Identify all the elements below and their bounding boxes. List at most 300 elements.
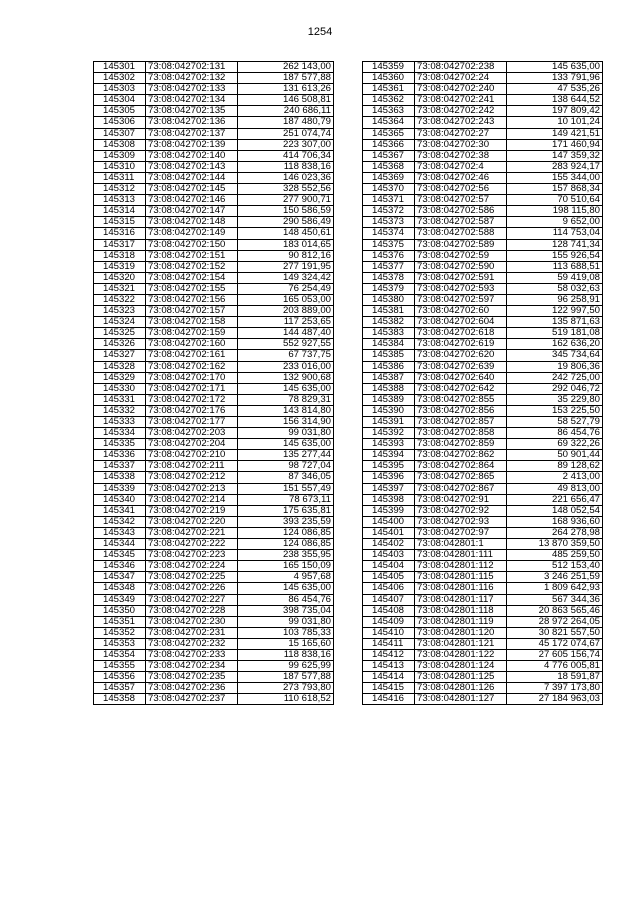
row-number: 145346 <box>94 561 146 572</box>
cadastral-value: 90 812,16 <box>238 250 334 261</box>
page-number: 1254 <box>307 26 333 38</box>
cadastral-value: 27 184 963,03 <box>507 694 603 705</box>
cadastral-value: 147 359,32 <box>507 150 603 161</box>
cadastral-table-right <box>362 61 603 705</box>
row-number: 145327 <box>94 350 146 361</box>
cadastral-value: 78 829,31 <box>238 394 334 405</box>
cadastral-value: 98 727,04 <box>238 461 334 472</box>
cadastral-value: 233 016,00 <box>238 361 334 372</box>
row-number: 145414 <box>363 672 415 683</box>
row-number: 145388 <box>363 383 415 394</box>
cadastral-number: 73:08:042702:149 <box>146 228 238 239</box>
table-row <box>363 239 603 250</box>
row-number: 145334 <box>94 428 146 439</box>
cadastral-number: 73:08:042702:159 <box>146 328 238 339</box>
cadastral-value: 103 785,33 <box>238 627 334 638</box>
table-row <box>363 417 603 428</box>
row-number: 145390 <box>363 405 415 416</box>
cadastral-value: 87 346,05 <box>238 472 334 483</box>
cadastral-number: 73:08:042702:219 <box>146 505 238 516</box>
cadastral-number: 73:08:042702:224 <box>146 561 238 572</box>
row-number: 145308 <box>94 139 146 150</box>
table-row <box>94 328 334 339</box>
table-row <box>363 139 603 150</box>
cadastral-value: 519 181,08 <box>507 328 603 339</box>
cadastral-number: 73:08:042702:151 <box>146 250 238 261</box>
cadastral-value: 283 924,17 <box>507 161 603 172</box>
cadastral-value: 148 052,54 <box>507 505 603 516</box>
cadastral-number: 73:08:042801:119 <box>415 616 507 627</box>
table-row <box>363 661 603 672</box>
row-number: 145399 <box>363 505 415 516</box>
cadastral-number: 73:08:042702:865 <box>415 472 507 483</box>
row-number: 145358 <box>94 694 146 705</box>
row-number: 145320 <box>94 272 146 283</box>
table-row <box>94 317 334 328</box>
table-row <box>94 62 334 73</box>
table-row <box>94 627 334 638</box>
cadastral-value: 58 032,63 <box>507 283 603 294</box>
table-row <box>94 261 334 272</box>
cadastral-value: 18 591,87 <box>507 672 603 683</box>
cadastral-number: 73:08:042702:228 <box>146 605 238 616</box>
cadastral-number: 73:08:042702:586 <box>415 206 507 217</box>
cadastral-number: 73:08:042702:139 <box>146 139 238 150</box>
cadastral-number: 73:08:042702:177 <box>146 417 238 428</box>
cadastral-value: 133 791,96 <box>507 73 603 84</box>
row-number: 145343 <box>94 527 146 538</box>
cadastral-number: 73:08:042702:233 <box>146 649 238 660</box>
cadastral-value: 135 871,63 <box>507 317 603 328</box>
table-row <box>363 605 603 616</box>
row-number: 145384 <box>363 339 415 350</box>
row-number: 145389 <box>363 394 415 405</box>
cadastral-number: 73:08:042702:148 <box>146 217 238 228</box>
row-number: 145366 <box>363 139 415 150</box>
cadastral-value: 67 737,75 <box>238 350 334 361</box>
cadastral-number: 73:08:042702:590 <box>415 261 507 272</box>
cadastral-value: 86 454,76 <box>238 594 334 605</box>
cadastral-value: 146 023,36 <box>238 172 334 183</box>
cadastral-number: 73:08:042702:152 <box>146 261 238 272</box>
cadastral-value: 122 997,50 <box>507 306 603 317</box>
table-row <box>94 405 334 416</box>
cadastral-number: 73:08:042702:858 <box>415 428 507 439</box>
row-number: 145397 <box>363 483 415 494</box>
table-row <box>363 250 603 261</box>
cadastral-number: 73:08:042801:120 <box>415 627 507 638</box>
cadastral-number: 73:08:042702:134 <box>146 95 238 106</box>
cadastral-number: 73:08:042702:597 <box>415 294 507 305</box>
row-number: 145394 <box>363 450 415 461</box>
cadastral-number: 73:08:042702:157 <box>146 306 238 317</box>
cadastral-value: 240 686,11 <box>238 106 334 117</box>
row-number: 145342 <box>94 516 146 527</box>
table-row <box>94 605 334 616</box>
cadastral-value: 145 635,00 <box>507 62 603 73</box>
cadastral-number: 73:08:042801:125 <box>415 672 507 683</box>
row-number: 145396 <box>363 472 415 483</box>
cadastral-number: 73:08:042702:604 <box>415 317 507 328</box>
row-number: 145385 <box>363 350 415 361</box>
row-number: 145362 <box>363 95 415 106</box>
table-row <box>94 117 334 128</box>
row-number: 145302 <box>94 73 146 84</box>
row-number: 145405 <box>363 572 415 583</box>
cadastral-number: 73:08:042702:234 <box>146 661 238 672</box>
table-row <box>363 649 603 660</box>
row-number: 145317 <box>94 239 146 250</box>
table-row <box>363 195 603 206</box>
cadastral-number: 73:08:042702:146 <box>146 195 238 206</box>
row-number: 145402 <box>363 539 415 550</box>
cadastral-number: 73:08:042702:158 <box>146 317 238 328</box>
cadastral-number: 73:08:042702:232 <box>146 638 238 649</box>
row-number: 145370 <box>363 184 415 195</box>
cadastral-value: 203 889,00 <box>238 306 334 317</box>
table-row <box>94 550 334 561</box>
cadastral-number: 73:08:042702:221 <box>146 527 238 538</box>
row-number: 145374 <box>363 228 415 239</box>
row-number: 145344 <box>94 539 146 550</box>
cadastral-number: 73:08:042801:121 <box>415 638 507 649</box>
cadastral-value: 110 618,52 <box>238 694 334 705</box>
row-number: 145310 <box>94 161 146 172</box>
table-row <box>363 505 603 516</box>
cadastral-value: 35 229,80 <box>507 394 603 405</box>
cadastral-number: 73:08:042702:135 <box>146 106 238 117</box>
cadastral-value: 165 150,09 <box>238 561 334 572</box>
cadastral-value: 292 046,72 <box>507 383 603 394</box>
cadastral-value: 156 314,90 <box>238 417 334 428</box>
cadastral-number: 73:08:042702:243 <box>415 117 507 128</box>
table-row <box>94 472 334 483</box>
cadastral-number: 73:08:042702:30 <box>415 139 507 150</box>
table-row <box>94 539 334 550</box>
table-row <box>363 439 603 450</box>
cadastral-value: 13 870 359,50 <box>507 539 603 550</box>
cadastral-value: 1 809 642,93 <box>507 583 603 594</box>
table-row <box>94 394 334 405</box>
row-number: 145347 <box>94 572 146 583</box>
cadastral-number: 73:08:042702:856 <box>415 405 507 416</box>
table-row <box>94 95 334 106</box>
row-number: 145311 <box>94 172 146 183</box>
table-row <box>363 294 603 305</box>
cadastral-value: 135 277,44 <box>238 450 334 461</box>
row-number: 145413 <box>363 661 415 672</box>
cadastral-number: 73:08:042702:132 <box>146 73 238 84</box>
cadastral-value: 138 644,52 <box>507 95 603 106</box>
table-row <box>363 527 603 538</box>
cadastral-number: 73:08:042702:140 <box>146 150 238 161</box>
cadastral-number: 73:08:042702:60 <box>415 306 507 317</box>
cadastral-value: 148 450,61 <box>238 228 334 239</box>
cadastral-number: 73:08:042702:235 <box>146 672 238 683</box>
table-row <box>94 561 334 572</box>
table-row <box>94 450 334 461</box>
cadastral-number: 73:08:042702:38 <box>415 150 507 161</box>
cadastral-number: 73:08:042702:160 <box>146 339 238 350</box>
cadastral-number: 73:08:042702:57 <box>415 195 507 206</box>
row-number: 145348 <box>94 583 146 594</box>
cadastral-value: 128 741,34 <box>507 239 603 250</box>
cadastral-number: 73:08:042702:619 <box>415 339 507 350</box>
cadastral-number: 73:08:042702:170 <box>146 372 238 383</box>
table-row <box>363 361 603 372</box>
cadastral-value: 145 635,00 <box>238 439 334 450</box>
table-row <box>94 283 334 294</box>
row-number: 145352 <box>94 627 146 638</box>
row-number: 145403 <box>363 550 415 561</box>
row-number: 145381 <box>363 306 415 317</box>
cadastral-value: 4 776 005,81 <box>507 661 603 672</box>
cadastral-number: 73:08:042702:137 <box>146 128 238 139</box>
table-row <box>94 106 334 117</box>
cadastral-number: 73:08:042702:223 <box>146 550 238 561</box>
table-row <box>363 683 603 694</box>
cadastral-number: 73:08:042801:1 <box>415 539 507 550</box>
cadastral-value: 168 936,60 <box>507 516 603 527</box>
table-row <box>94 150 334 161</box>
cadastral-number: 73:08:042702:589 <box>415 239 507 250</box>
cadastral-value: 4 957,68 <box>238 572 334 583</box>
row-number: 145406 <box>363 583 415 594</box>
row-number: 145367 <box>363 150 415 161</box>
cadastral-value: 552 927,55 <box>238 339 334 350</box>
cadastral-number: 73:08:042702:222 <box>146 539 238 550</box>
table-row <box>94 527 334 538</box>
cadastral-number: 73:08:042702:225 <box>146 572 238 583</box>
table-row <box>94 594 334 605</box>
cadastral-value: 157 868,34 <box>507 184 603 195</box>
table-row <box>363 583 603 594</box>
cadastral-value: 198 115,80 <box>507 206 603 217</box>
row-number: 145341 <box>94 505 146 516</box>
cadastral-number: 73:08:042702:155 <box>146 283 238 294</box>
cadastral-number: 73:08:042702:144 <box>146 172 238 183</box>
row-number: 145371 <box>363 195 415 206</box>
cadastral-number: 73:08:042702:93 <box>415 516 507 527</box>
table-row <box>94 516 334 527</box>
cadastral-number: 73:08:042702:237 <box>146 694 238 705</box>
table-row <box>363 383 603 394</box>
row-number: 145379 <box>363 283 415 294</box>
cadastral-value: 187 577,88 <box>238 73 334 84</box>
cadastral-value: 20 863 565,46 <box>507 605 603 616</box>
row-number: 145357 <box>94 683 146 694</box>
cadastral-number: 73:08:042702:161 <box>146 350 238 361</box>
row-number: 145386 <box>363 361 415 372</box>
table-row <box>363 494 603 505</box>
row-number: 145392 <box>363 428 415 439</box>
cadastral-number: 73:08:042702:618 <box>415 328 507 339</box>
cadastral-value: 153 225,50 <box>507 405 603 416</box>
cadastral-number: 73:08:042702:857 <box>415 417 507 428</box>
cadastral-value: 124 086,85 <box>238 527 334 538</box>
table-row <box>363 394 603 405</box>
cadastral-value: 3 246 251,59 <box>507 572 603 583</box>
table-row <box>363 73 603 84</box>
cadastral-number: 73:08:042801:116 <box>415 583 507 594</box>
cadastral-value: 118 838,16 <box>238 649 334 660</box>
table-row <box>363 594 603 605</box>
table-row <box>94 672 334 683</box>
row-number: 145380 <box>363 294 415 305</box>
table-row <box>363 539 603 550</box>
cadastral-value: 145 635,00 <box>238 383 334 394</box>
table-row <box>94 572 334 583</box>
cadastral-number: 73:08:042702:133 <box>146 84 238 95</box>
cadastral-number: 73:08:042702:131 <box>146 62 238 73</box>
row-number: 145351 <box>94 616 146 627</box>
table-row <box>94 339 334 350</box>
table-row <box>363 328 603 339</box>
table-row <box>363 627 603 638</box>
table-row <box>94 417 334 428</box>
cadastral-value: 328 552,56 <box>238 184 334 195</box>
row-number: 145365 <box>363 128 415 139</box>
cadastral-value: 567 344,36 <box>507 594 603 605</box>
table-row <box>363 62 603 73</box>
cadastral-value: 30 821 557,50 <box>507 627 603 638</box>
table-row <box>363 516 603 527</box>
table-row <box>363 616 603 627</box>
cadastral-value: 277 900,71 <box>238 195 334 206</box>
cadastral-value: 47 535,26 <box>507 84 603 95</box>
table-row <box>363 106 603 117</box>
cadastral-number: 73:08:042702:172 <box>146 394 238 405</box>
table-row <box>363 550 603 561</box>
cadastral-number: 73:08:042702:642 <box>415 383 507 394</box>
row-number: 145393 <box>363 439 415 450</box>
cadastral-number: 73:08:042702:226 <box>146 583 238 594</box>
table-row <box>94 649 334 660</box>
row-number: 145340 <box>94 494 146 505</box>
cadastral-number: 73:08:042801:115 <box>415 572 507 583</box>
table-row <box>363 306 603 317</box>
table-row <box>363 483 603 494</box>
cadastral-number: 73:08:042702:241 <box>415 95 507 106</box>
cadastral-number: 73:08:042702:27 <box>415 128 507 139</box>
table-row <box>94 161 334 172</box>
row-number: 145332 <box>94 405 146 416</box>
row-number: 145313 <box>94 195 146 206</box>
table-row <box>94 661 334 672</box>
row-number: 145309 <box>94 150 146 161</box>
row-number: 145383 <box>363 328 415 339</box>
row-number: 145322 <box>94 294 146 305</box>
row-number: 145391 <box>363 417 415 428</box>
cadastral-number: 73:08:042702:92 <box>415 505 507 516</box>
table-row <box>94 294 334 305</box>
table-row <box>363 461 603 472</box>
cadastral-value: 89 128,62 <box>507 461 603 472</box>
table-row <box>94 139 334 150</box>
table-row <box>94 683 334 694</box>
table-row <box>94 439 334 450</box>
table-row <box>94 428 334 439</box>
row-number: 145319 <box>94 261 146 272</box>
cadastral-number: 73:08:042801:117 <box>415 594 507 605</box>
cadastral-value: 15 165,60 <box>238 638 334 649</box>
table-row <box>363 184 603 195</box>
row-number: 145353 <box>94 638 146 649</box>
table-row <box>363 405 603 416</box>
cadastral-value: 223 307,00 <box>238 139 334 150</box>
cadastral-value: 143 814,80 <box>238 405 334 416</box>
cadastral-value: 398 735,04 <box>238 605 334 616</box>
cadastral-value: 50 901,44 <box>507 450 603 461</box>
table-row <box>94 217 334 228</box>
table-row <box>94 505 334 516</box>
row-number: 145401 <box>363 527 415 538</box>
table-row <box>363 283 603 294</box>
table-row <box>363 272 603 283</box>
cadastral-value: 70 510,64 <box>507 195 603 206</box>
table-row <box>94 73 334 84</box>
cadastral-number: 73:08:042702:213 <box>146 483 238 494</box>
cadastral-value: 118 838,16 <box>238 161 334 172</box>
cadastral-value: 155 344,00 <box>507 172 603 183</box>
table-row <box>363 694 603 705</box>
table-row <box>94 461 334 472</box>
cadastral-number: 73:08:042702:855 <box>415 394 507 405</box>
cadastral-value: 242 725,00 <box>507 372 603 383</box>
cadastral-value: 171 460,94 <box>507 139 603 150</box>
row-number: 145361 <box>363 84 415 95</box>
table-row <box>363 95 603 106</box>
row-number: 145359 <box>363 62 415 73</box>
cadastral-number: 73:08:042801:112 <box>415 561 507 572</box>
row-number: 145337 <box>94 461 146 472</box>
cadastral-number: 73:08:042702:862 <box>415 450 507 461</box>
row-number: 145315 <box>94 217 146 228</box>
cadastral-number: 73:08:042702:91 <box>415 494 507 505</box>
table-row <box>363 228 603 239</box>
table-row <box>363 128 603 139</box>
table-row <box>363 638 603 649</box>
table-row <box>363 339 603 350</box>
row-number: 145368 <box>363 161 415 172</box>
row-number: 145364 <box>363 117 415 128</box>
row-number: 145312 <box>94 184 146 195</box>
cadastral-number: 73:08:042702:238 <box>415 62 507 73</box>
cadastral-value: 146 508,81 <box>238 95 334 106</box>
cadastral-value: 149 421,51 <box>507 128 603 139</box>
cadastral-value: 132 900,68 <box>238 372 334 383</box>
table-row <box>363 572 603 583</box>
cadastral-number: 73:08:042702:145 <box>146 184 238 195</box>
table-row <box>94 583 334 594</box>
cadastral-value: 162 636,20 <box>507 339 603 350</box>
row-number: 145326 <box>94 339 146 350</box>
cadastral-value: 290 586,49 <box>238 217 334 228</box>
table-row <box>94 128 334 139</box>
row-number: 145369 <box>363 172 415 183</box>
table-row <box>94 239 334 250</box>
cadastral-value: 187 577,88 <box>238 672 334 683</box>
cadastral-number: 73:08:042702:46 <box>415 172 507 183</box>
row-number: 145330 <box>94 383 146 394</box>
cadastral-value: 9 652,00 <box>507 217 603 228</box>
row-number: 145409 <box>363 616 415 627</box>
cadastral-number: 73:08:042702:203 <box>146 428 238 439</box>
row-number: 145407 <box>363 594 415 605</box>
row-number: 145355 <box>94 661 146 672</box>
cadastral-value: 114 753,04 <box>507 228 603 239</box>
cadastral-value: 145 635,00 <box>238 583 334 594</box>
